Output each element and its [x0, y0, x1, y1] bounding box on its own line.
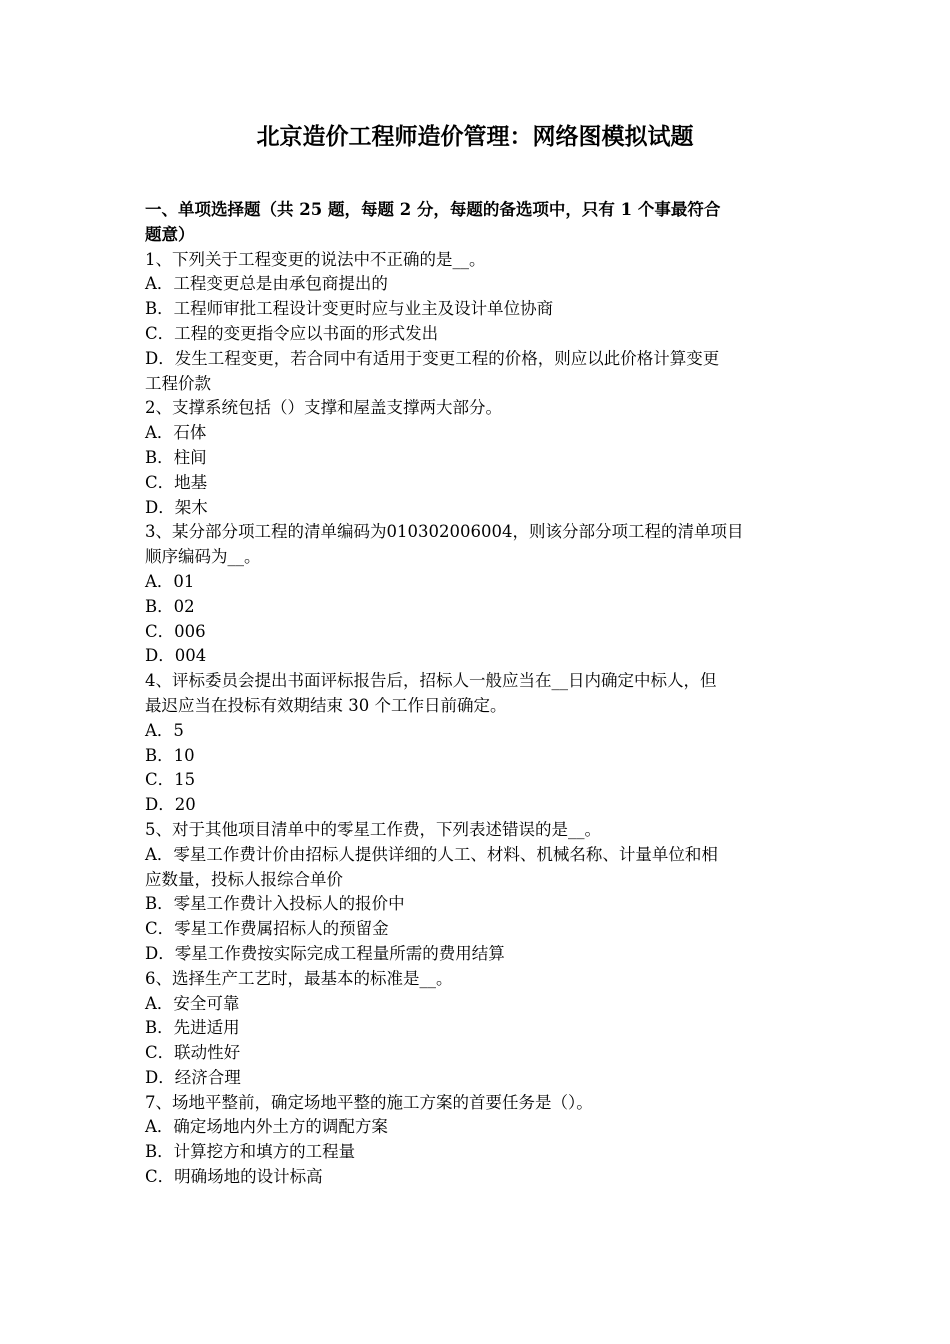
text-line: C．15 [145, 770, 196, 790]
text-line: C．零星工作费属招标人的预留金 [145, 919, 389, 939]
text-line: A．01 [145, 571, 195, 591]
document-body [145, 198, 815, 1190]
text-line: 顺序编码为__。 [145, 547, 261, 567]
text-line: A．确定场地内外土方的调配方案 [145, 1117, 388, 1137]
text-line: 1、下列关于工程变更的说法中不正确的是__。 [145, 249, 486, 269]
text-line: 2、支撑系统包括（）支撑和屋盖支撑两大部分。 [145, 398, 502, 418]
text-line: B．10 [145, 745, 195, 765]
text-line: B．柱间 [145, 447, 207, 467]
text-line: B．先进适用 [145, 1018, 240, 1038]
text-line: A．工程变更总是由承包商提出的 [145, 274, 388, 294]
text-line: D．架木 [145, 497, 208, 517]
text-line: 应数量，投标人报综合单价 [145, 869, 343, 889]
text-line: 6、选择生产工艺时，最基本的标准是__。 [145, 968, 453, 988]
text-line: C．工程的变更指令应以书面的形式发出 [145, 323, 439, 343]
text-line: 7、场地平整前，确定场地平整的施工方案的首要任务是（）。 [145, 1092, 593, 1112]
text-line: C．地基 [145, 472, 208, 492]
text-line: A．5 [145, 720, 184, 740]
text-line: A．石体 [145, 423, 207, 443]
text-line: B．02 [145, 596, 195, 616]
text-line: B．零星工作费计入投标人的报价中 [145, 894, 405, 914]
text-line: C．联动性好 [145, 1043, 241, 1063]
section-heading-line-1: 一、单项选择题（共 25 题，每题 2 分，每题的备选项中，只有 1 个事最符合 [145, 200, 721, 219]
text-line: D．004 [145, 646, 207, 666]
text-line: A．安全可靠 [145, 993, 240, 1013]
text-line: 最迟应当在投标有效期结束 30 个工作日前确定。 [145, 695, 507, 715]
text-line: A．零星工作费计价由招标人提供详细的人工、材料、机械名称、计量单位和相 [145, 844, 718, 864]
text-line: C．明确场地的设计标高 [145, 1167, 323, 1187]
page-title: 北京造价工程师造价管理：网络图模拟试题 [256, 123, 694, 150]
text-line: B．计算挖方和填方的工程量 [145, 1142, 356, 1162]
question-list [145, 248, 815, 1190]
text-line: C．006 [145, 621, 206, 641]
text-line: 5、对于其他项目清单中的零星工作费，下列表述错误的是__。 [145, 819, 601, 839]
text-line: 工程价款 [145, 373, 211, 393]
text-line: D．20 [145, 795, 196, 815]
section-heading-line-2: 题意） [145, 224, 195, 244]
text-line: D．零星工作费按实际完成工程量所需的费用结算 [145, 943, 505, 963]
text-line: 4、评标委员会提出书面评标报告后，招标人一般应当在__日内确定中标人，但 [145, 671, 717, 691]
text-line: D．经济合理 [145, 1067, 241, 1087]
text-line: 3、某分部分项工程的清单编码为010302006004，则该分部分项工程的清单项目 [145, 522, 744, 542]
text-line: B．工程师审批工程设计变更时应与业主及设计单位协商 [145, 299, 554, 319]
text-line: D．发生工程变更，若合同中有适用于变更工程的价格，则应以此价格计算变更 [145, 348, 720, 368]
